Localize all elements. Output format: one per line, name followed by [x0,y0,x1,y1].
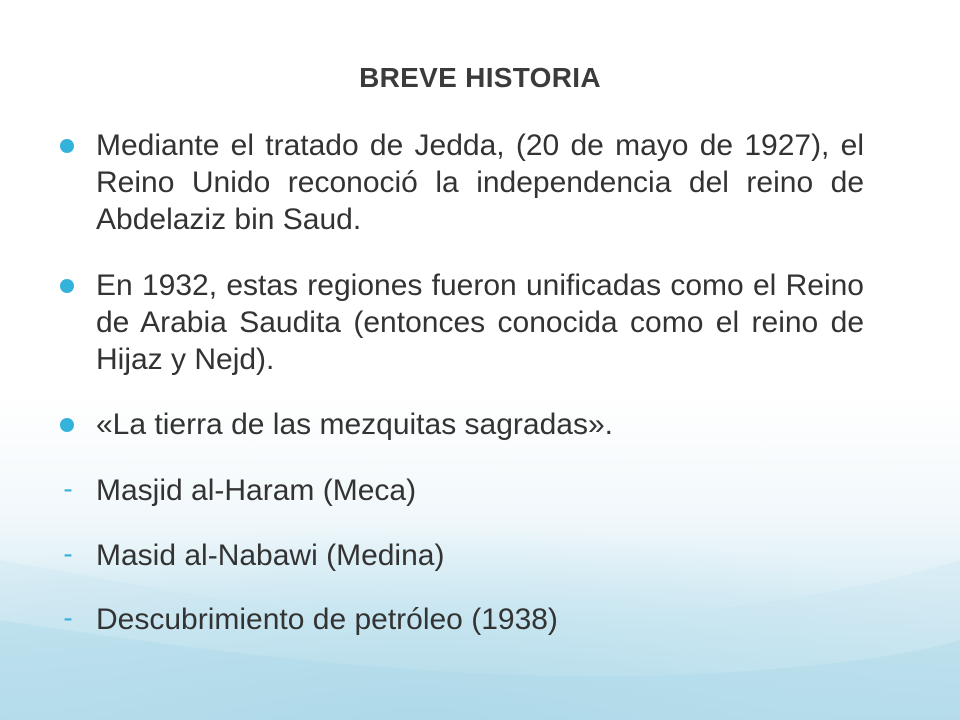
bullet-item-treaty: Mediante el tratado de Jedda, (20 de mayo de 1927), el Reino Unido reconoció la independencia del reino de Abdelaziz bin Saud. [96,129,864,236]
dash-item-masid-al-nabawi: Masid al-Nabawi (Medina) [96,539,445,572]
bullet-dot [60,279,74,293]
dash-marker: - [63,538,73,569]
bullet-dot [60,418,74,432]
dash-item-masjid-al-haram: Masjid al-Haram (Meca) [96,474,417,507]
bullet-dot [60,139,74,153]
dash-marker: - [63,602,73,633]
bullet-item-holy-mosques: «La tierra de las mezquitas sagradas». [96,408,613,441]
slide-title: BREVE HISTORIA [359,62,601,93]
dash-item-oil-discovery: Descubrimiento de petróleo (1938) [96,603,558,636]
bullet-item-unification: En 1932, estas regiones fueron unificadas como el Reino de Arabia Saudita (entonces conocida como el reino de Hijaz y Nejd). [96,269,864,376]
dash-marker: - [63,473,73,504]
